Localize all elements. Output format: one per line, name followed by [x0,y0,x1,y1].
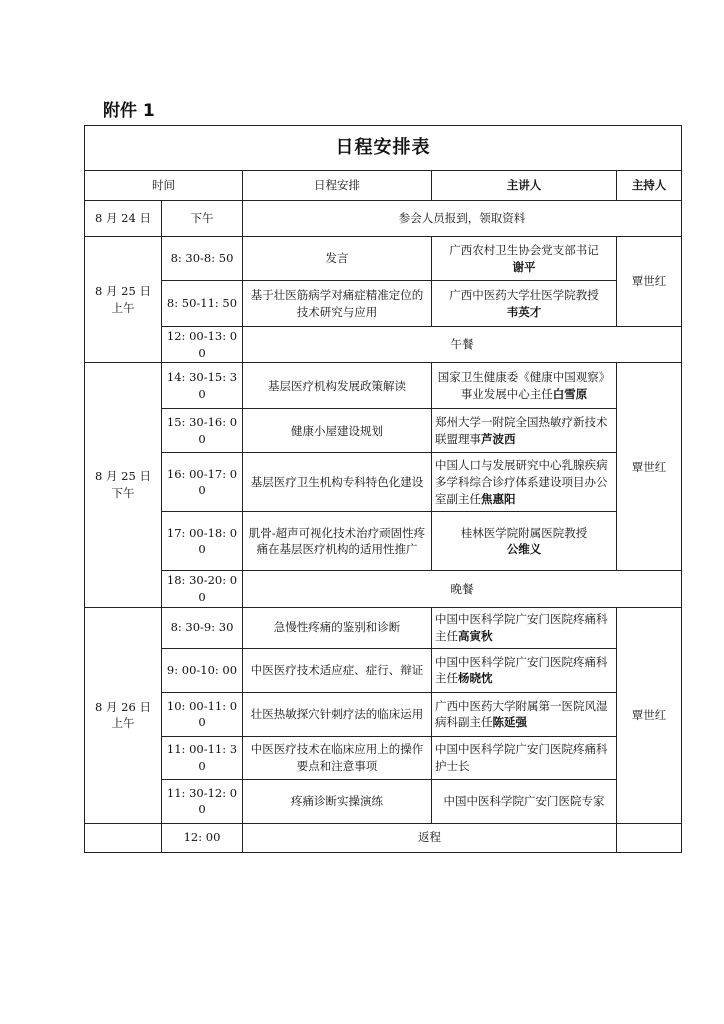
agenda-cell: 基层医疗卫生机构专科特色化建设 [243,453,432,512]
speaker-name: 芦波西 [481,431,516,446]
speaker-name: 陈延强 [492,715,527,730]
header-time: 时间 [85,171,243,201]
host-cell [617,823,682,852]
agenda-cell: 发言 [243,237,432,281]
header-agenda: 日程安排 [243,171,432,201]
agenda-cell: 急慢性疼痛的鉴别和诊断 [243,607,432,648]
speaker-name: 高寅秋 [458,628,493,643]
time-cell: 12: 00 [162,823,243,852]
time-cell: 8: 30-9: 30 [162,607,243,648]
time-cell: 14: 30-15: 30 [162,363,243,409]
time-cell: 16: 00-17: 00 [162,453,243,512]
speaker-cell [432,692,617,736]
table-row [85,571,682,607]
speaker-name: 公维义 [506,542,542,557]
speaker-cell [432,736,617,779]
table-row [85,201,682,237]
date-cell [85,363,162,607]
table-row [85,363,682,409]
speaker-cell [432,409,617,453]
agenda-cell: 中医医疗技术在临床应用上的操作要点和注意事项 [243,736,432,779]
date-cell [85,607,162,823]
date-label: 8 月 26 日 [95,699,151,714]
speaker-title: 国家卫生健康委《健康中国观察》事业发展中心主任 [437,370,611,401]
table-row [85,692,682,736]
header-row [85,171,682,201]
time-cell: 10: 00-11: 00 [162,692,243,736]
speaker-name: 白雪原 [552,386,588,401]
agenda-cell: 壮医热敏探穴针刺疗法的临床运用 [243,692,432,736]
time-cell: 18: 30-20: 00 [162,571,243,607]
agenda-cell: 疼痛诊断实操演练 [243,779,432,823]
table-row [85,327,682,363]
period-label: 上午 [111,716,135,731]
speaker-name: 杨晓忱 [458,671,493,686]
date-cell [85,237,162,363]
table-row [85,779,682,823]
time-cell: 8: 50-11: 50 [162,281,243,327]
speaker-cell [432,281,617,327]
table-row [85,648,682,692]
agenda-cell: 健康小屋建设规划 [243,409,432,453]
time-cell: 17: 00-18: 00 [162,512,243,571]
speaker-title: 广西中医药大学附属第一医院风湿病科副主任 [435,698,608,730]
speaker-name: 韦英才 [506,304,542,319]
attachment-label: 附件 1 [103,101,155,121]
agenda-cell: 参会人员报到，领取资料 [243,201,682,237]
speaker-title: 中国中医科学院广安门医院专家 [443,793,605,808]
host-cell: 覃世红 [617,607,682,823]
date-label: 8 月 25 日 [95,284,151,298]
table-row [85,512,682,571]
speaker-title: 广西中医药大学壮医学院教授 [449,287,599,302]
table-row [85,281,682,327]
agenda-cell: 肌骨-超声可视化技术治疗顽固性疼痛在基层医疗机构的适用性推广 [243,512,432,571]
date-label: 8 月 25 日 [95,469,151,484]
host-cell: 覃世红 [617,363,682,571]
speaker-cell [432,648,617,692]
date-cell [85,823,162,852]
table-title: 日程安排表 [85,126,682,171]
table-row [85,453,682,512]
speaker-title: 中国中医科学院广安门医院疼痛科主任 [435,654,608,686]
header-speaker: 主讲人 [432,171,617,201]
time-cell: 下午 [162,201,243,237]
speaker-cell [432,453,617,512]
period-label: 上午 [111,300,135,315]
header-host: 主持人 [617,171,682,201]
table-row [85,237,682,281]
time-cell: 12: 00-13: 00 [162,327,243,363]
speaker-title: 中国人口与发展研究中心乳腺疾病多学科综合诊疗体系建设项目办公室副主任 [435,458,608,506]
speaker-title: 中国中医科学院广安门医院疼痛科护士长 [435,742,608,773]
date-cell: 8 月 24 日 [85,201,162,237]
period-label: 下午 [111,486,135,501]
speaker-name: 焦惠阳 [481,491,516,506]
meal-cell: 午餐 [243,327,682,363]
time-cell: 15: 30-16: 00 [162,409,243,453]
agenda-cell: 基于壮医筋病学对痛症精准定位的技术研究与应用 [243,281,432,327]
speaker-title: 郑州大学一附院全国热敏疗新技术联盟理事 [435,415,608,446]
time-cell: 9: 00-10: 00 [162,648,243,692]
table-row [85,607,682,648]
speaker-cell [432,512,617,571]
meal-cell: 晚餐 [243,571,682,607]
speaker-cell [432,607,617,648]
table-row [85,736,682,779]
agenda-cell: 中医医疗技术适应症、症行、辩证 [243,648,432,692]
speaker-title: 广西农村卫生协会党支部书记 [449,242,599,257]
host-cell: 覃世红 [617,237,682,327]
speaker-cell [432,363,617,409]
speaker-name: 谢平 [512,259,536,274]
time-cell: 11: 30-12: 00 [162,779,243,823]
schedule-table [84,125,682,853]
speaker-title: 中国中医科学院广安门医院疼痛科主任 [435,612,608,643]
speaker-cell [432,237,617,281]
time-cell: 8: 30-8: 50 [162,237,243,281]
speaker-cell [432,779,617,823]
departure-cell: 返程 [243,823,617,852]
table-row [85,409,682,453]
agenda-cell: 基层医疗机构发展政策解读 [243,363,432,409]
time-cell: 11: 00-11: 30 [162,736,243,779]
table-row [85,823,682,852]
speaker-title: 桂林医学院附属医院教授 [460,525,588,540]
